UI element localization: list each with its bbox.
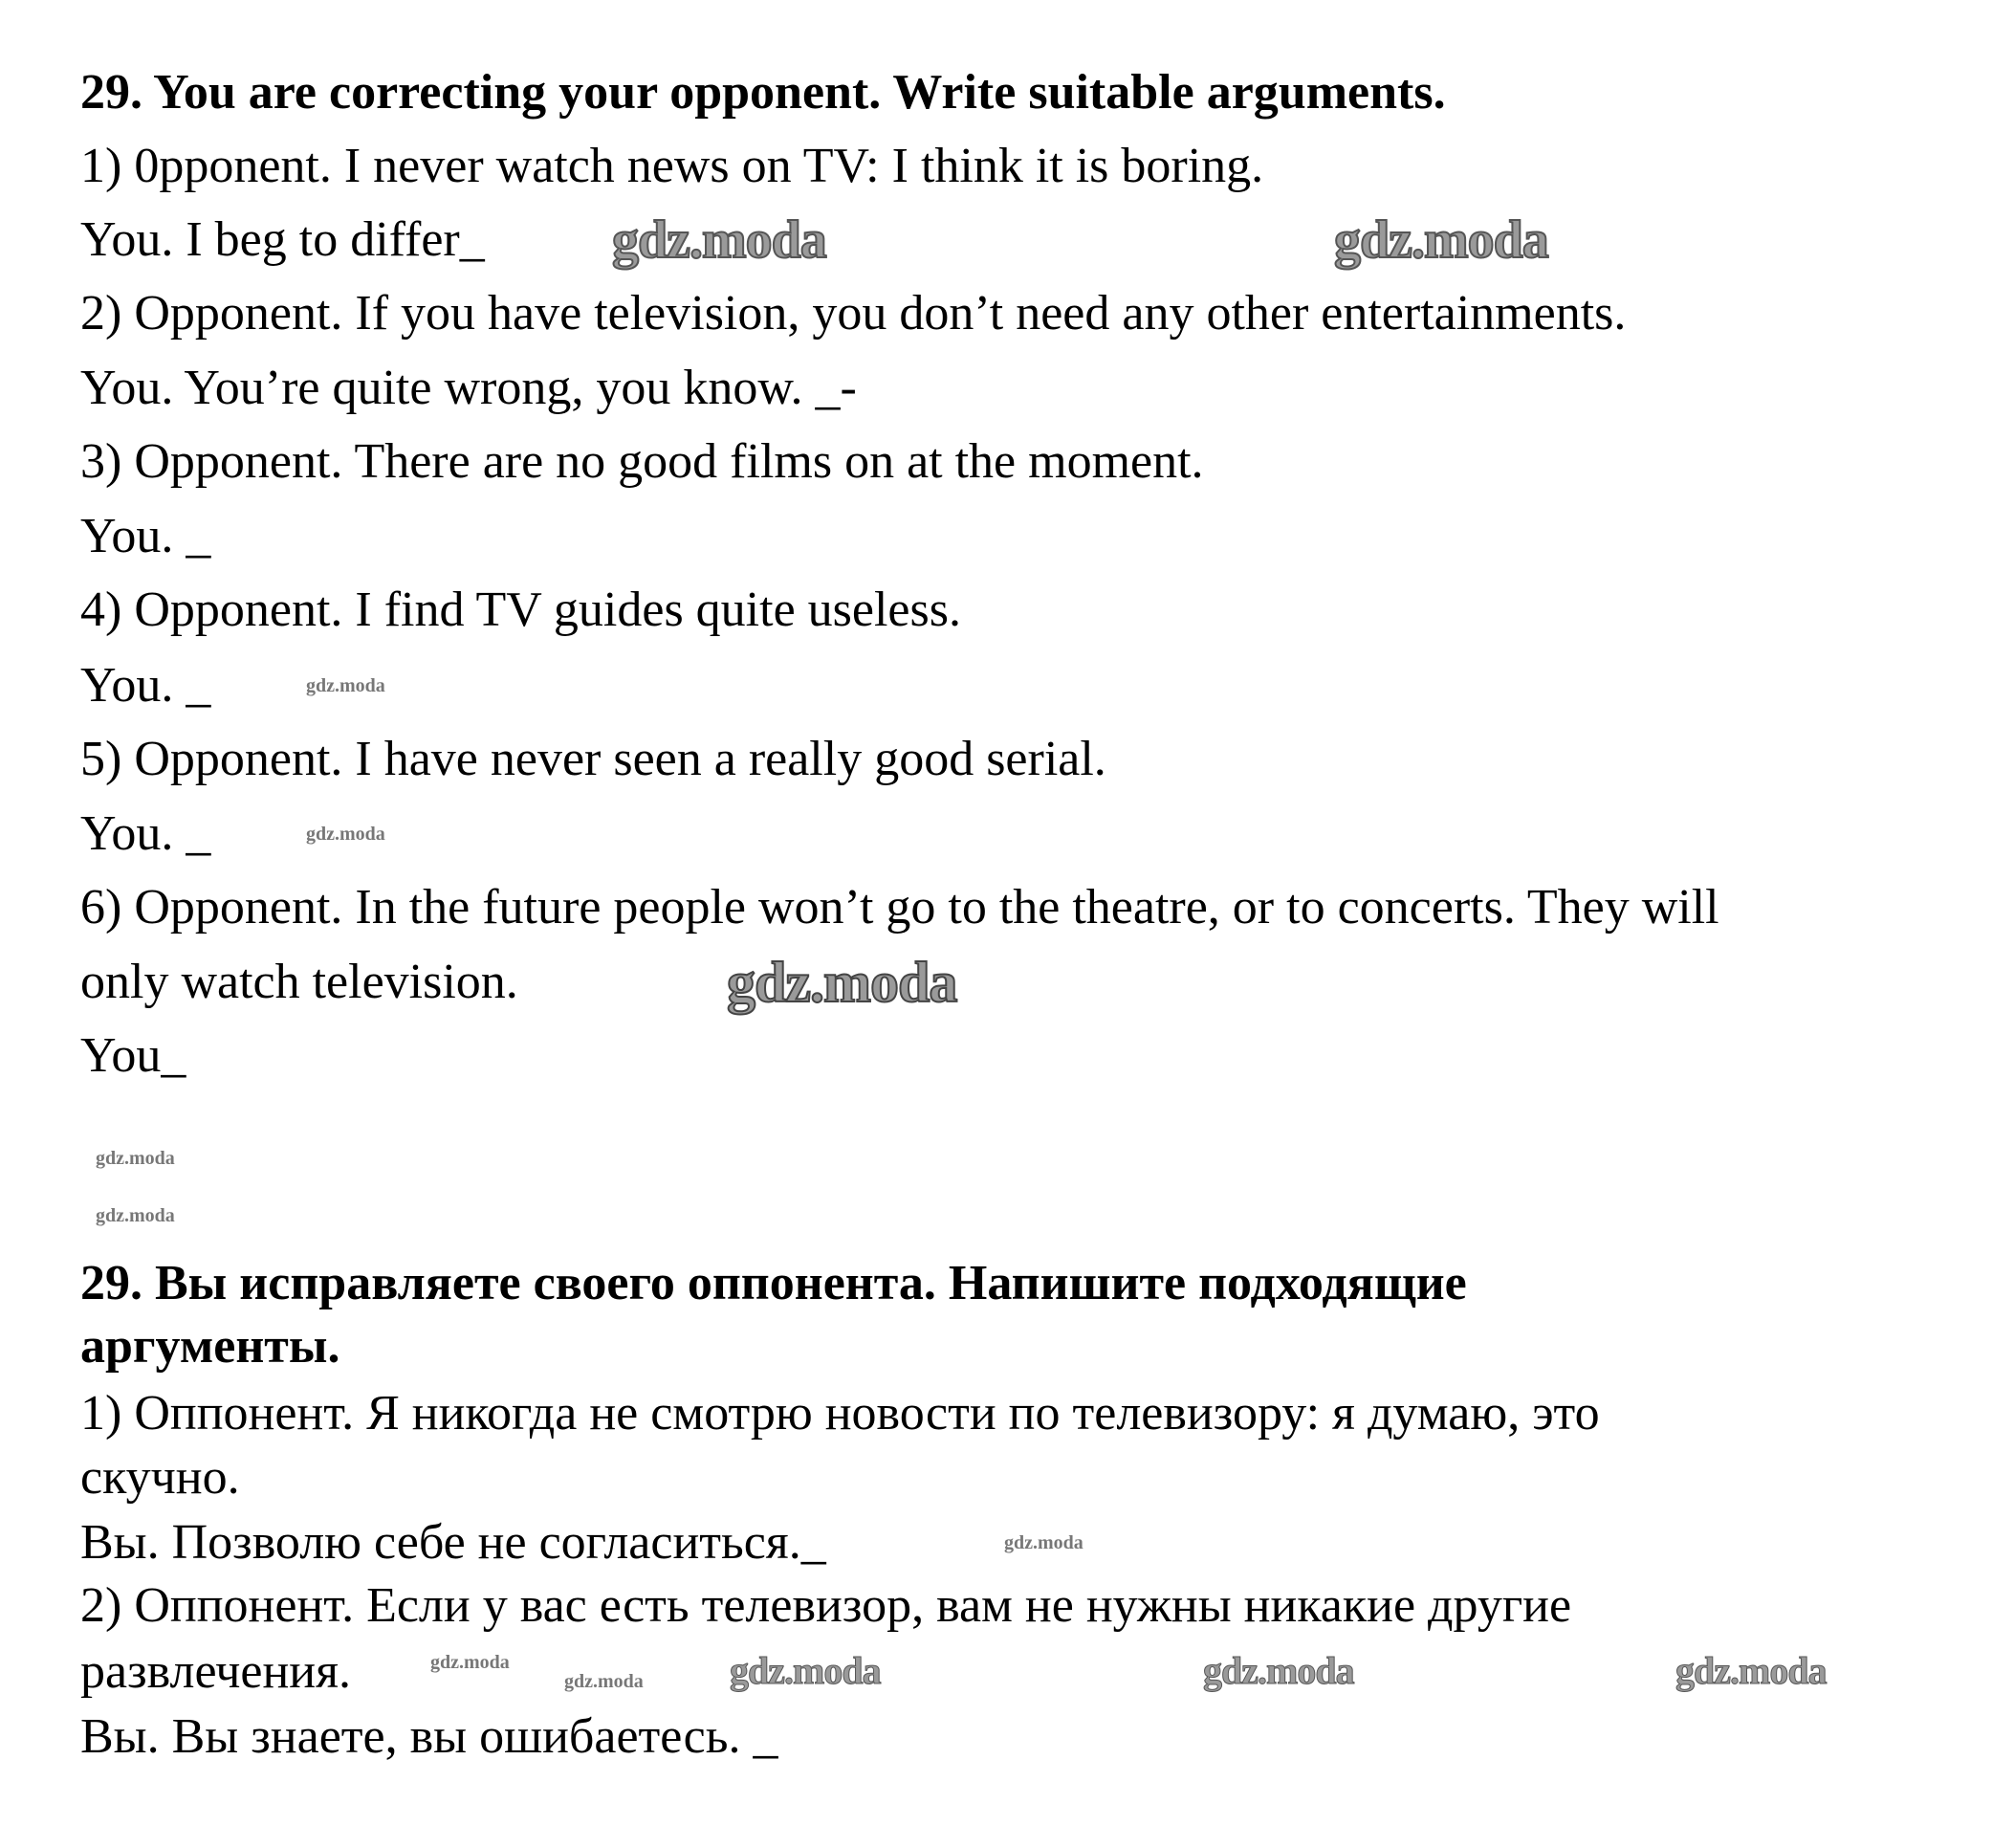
dialogue-line: only watch television. bbox=[80, 955, 518, 1009]
dialogue-line: развлечения. bbox=[80, 1644, 352, 1699]
watermark: gdz.moda bbox=[1334, 210, 1548, 270]
watermark: gdz.moda bbox=[727, 951, 957, 1014]
watermark: gdz.moda bbox=[1004, 1532, 1084, 1553]
exercise-title-ru: 29. Вы исправляете своего оппонента. Напишите подходящие bbox=[80, 1256, 1467, 1310]
dialogue-line: You. You’re quite wrong, you know. _- bbox=[80, 361, 857, 415]
dialogue-line: Вы. Позволю себе не согласиться._ bbox=[80, 1515, 826, 1570]
dialogue-line: 5) Opponent. I have never seen a really good serial. bbox=[80, 732, 1106, 786]
exercise-title-en: 29. You are correcting your opponent. Write suitable arguments. bbox=[80, 65, 1446, 120]
dialogue-line: You. _ bbox=[80, 806, 211, 861]
dialogue-line: 1) 0pponent. I never watch news on TV: I think it is boring. bbox=[80, 139, 1264, 193]
dialogue-line: You_ bbox=[80, 1028, 186, 1083]
dialogue-line: Вы. Вы знаете, вы ошибаетесь. _ bbox=[80, 1709, 778, 1764]
watermark: gdz.moda bbox=[564, 1671, 644, 1692]
watermark: gdz.moda bbox=[1203, 1649, 1354, 1692]
watermark: gdz.moda bbox=[430, 1652, 510, 1673]
dialogue-line: 1) Оппонент. Я никогда не смотрю новости по телевизору: я думаю, это bbox=[80, 1386, 1600, 1441]
watermark: gdz.moda bbox=[96, 1205, 175, 1226]
exercise-title-ru-cont: аргументы. bbox=[80, 1319, 340, 1374]
dialogue-line: 2) Оппонент. Если у вас есть телевизор, вам не нужны никакие другие bbox=[80, 1578, 1572, 1633]
watermark: gdz.moda bbox=[306, 824, 385, 845]
dialogue-line: скучно. bbox=[80, 1450, 240, 1505]
watermark: gdz.moda bbox=[306, 675, 385, 696]
dialogue-line: You. _ bbox=[80, 509, 211, 563]
dialogue-line: You. I beg to differ_ bbox=[80, 212, 485, 267]
watermark: gdz.moda bbox=[730, 1649, 881, 1692]
dialogue-line: 2) Opponent. If you have television, you don’t need any other entertainments. bbox=[80, 286, 1627, 341]
dialogue-line: You. _ bbox=[80, 658, 211, 713]
watermark: gdz.moda bbox=[96, 1148, 175, 1169]
dialogue-line: 3) Opponent. There are no good films on at the moment. bbox=[80, 434, 1204, 489]
dialogue-line: 6) Opponent. In the future people won’t go to the theatre, or to concerts. They will bbox=[80, 880, 1719, 935]
dialogue-line: 4) Opponent. I find TV guides quite useless. bbox=[80, 583, 961, 637]
watermark: gdz.moda bbox=[1675, 1649, 1827, 1692]
watermark: gdz.moda bbox=[612, 210, 826, 270]
